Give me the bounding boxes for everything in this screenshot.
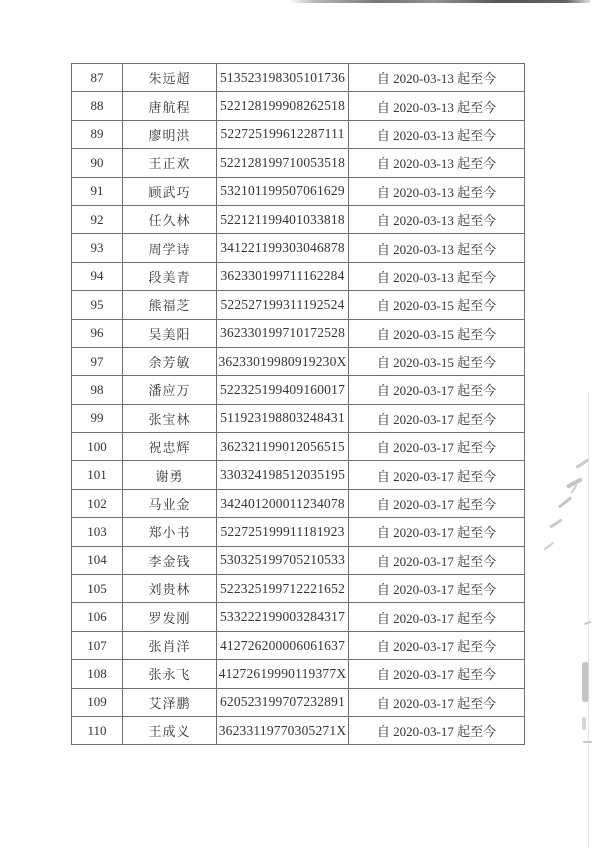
- validity-period-cell: 自 2020-03-17 起至今: [349, 575, 525, 603]
- person-name-cell: 李金钱: [123, 546, 217, 574]
- validity-period-cell: 自 2020-03-13 起至今: [349, 262, 525, 290]
- validity-period-cell: 自 2020-03-17 起至今: [349, 404, 525, 432]
- table-row: [72, 603, 525, 631]
- row-number-cell: 104: [72, 546, 123, 574]
- table-row: [72, 291, 525, 319]
- scan-edge-line: [290, 0, 590, 3]
- row-number-cell: 101: [72, 461, 123, 489]
- table-row: [72, 64, 525, 92]
- row-number-cell: 97: [72, 347, 123, 375]
- id-number-cell: 522128199710053518: [217, 149, 349, 177]
- id-number-cell: 530325199705210533: [217, 546, 349, 574]
- person-name-cell: 郑小书: [123, 518, 217, 546]
- id-number-cell: 511923198803248431: [217, 404, 349, 432]
- validity-period-cell: 自 2020-03-17 起至今: [349, 433, 525, 461]
- table-row: [72, 205, 525, 233]
- person-name-cell: 刘贵林: [123, 575, 217, 603]
- id-number-cell: 532101199507061629: [217, 177, 349, 205]
- table-row: [72, 347, 525, 375]
- id-number-cell: 330324198512035195: [217, 461, 349, 489]
- id-number-cell: 362330199711162284: [217, 262, 349, 290]
- id-number-cell: 620523199707232891: [217, 688, 349, 716]
- validity-period-cell: 自 2020-03-15 起至今: [349, 347, 525, 375]
- table-row: [72, 660, 525, 688]
- person-name-cell: 潘应万: [123, 376, 217, 404]
- validity-period-cell: 自 2020-03-13 起至今: [349, 205, 525, 233]
- scan-artifact-mark: [549, 518, 562, 528]
- person-name-cell: 谢勇: [123, 461, 217, 489]
- scan-artifact-mark: [582, 717, 586, 730]
- validity-period-cell: 自 2020-03-17 起至今: [349, 489, 525, 517]
- validity-period-cell: 自 2020-03-13 起至今: [349, 177, 525, 205]
- person-name-cell: 吴美阳: [123, 319, 217, 347]
- id-number-cell: 362330199710172528: [217, 319, 349, 347]
- person-name-cell: 王成义: [123, 716, 217, 744]
- validity-period-cell: 自 2020-03-13 起至今: [349, 120, 525, 148]
- validity-period-cell: 自 2020-03-15 起至今: [349, 291, 525, 319]
- validity-period-cell: 自 2020-03-17 起至今: [349, 631, 525, 659]
- table-row: [72, 376, 525, 404]
- table-row: [72, 149, 525, 177]
- table-row: [72, 631, 525, 659]
- validity-period-cell: 自 2020-03-17 起至今: [349, 518, 525, 546]
- person-name-cell: 艾泽鹏: [123, 688, 217, 716]
- validity-period-cell: 自 2020-03-17 起至今: [349, 603, 525, 631]
- id-number-cell: 36233019980919230X: [217, 347, 349, 375]
- id-number-cell: 412726200006061637: [217, 631, 349, 659]
- row-number-cell: 98: [72, 376, 123, 404]
- row-number-cell: 107: [72, 631, 123, 659]
- person-name-cell: 张永飞: [123, 660, 217, 688]
- id-number-cell: 522325199712221652: [217, 575, 349, 603]
- table-row: [72, 546, 525, 574]
- person-name-cell: 周学诗: [123, 234, 217, 262]
- table-row: [72, 319, 525, 347]
- person-name-cell: 余芳敏: [123, 347, 217, 375]
- id-number-cell: 522121199401033818: [217, 205, 349, 233]
- id-number-cell: 522725199911181923: [217, 518, 349, 546]
- table-row: [72, 177, 525, 205]
- validity-period-cell: 自 2020-03-17 起至今: [349, 376, 525, 404]
- id-number-cell: 522128199908262518: [217, 92, 349, 120]
- row-number-cell: 93: [72, 234, 123, 262]
- table-row: [72, 92, 525, 120]
- person-name-cell: 唐航程: [123, 92, 217, 120]
- validity-period-cell: 自 2020-03-17 起至今: [349, 660, 525, 688]
- scan-artifact-mark: [544, 542, 555, 551]
- id-number-cell: 522325199409160017: [217, 376, 349, 404]
- person-name-cell: 顾武巧: [123, 177, 217, 205]
- row-number-cell: 106: [72, 603, 123, 631]
- table-row: [72, 234, 525, 262]
- person-name-cell: 罗发刚: [123, 603, 217, 631]
- roster-table-body: [72, 64, 525, 745]
- id-number-cell: 362321199012056515: [217, 433, 349, 461]
- id-number-cell: 36233119770305271X: [217, 716, 349, 744]
- person-name-cell: 廖明洪: [123, 120, 217, 148]
- id-number-cell: 41272619990119377X: [217, 660, 349, 688]
- validity-period-cell: 自 2020-03-17 起至今: [349, 716, 525, 744]
- row-number-cell: 96: [72, 319, 123, 347]
- row-number-cell: 92: [72, 205, 123, 233]
- table-row: [72, 262, 525, 290]
- person-name-cell: 任久林: [123, 205, 217, 233]
- row-number-cell: 108: [72, 660, 123, 688]
- id-number-cell: 533222199003284317: [217, 603, 349, 631]
- row-number-cell: 89: [72, 120, 123, 148]
- validity-period-cell: 自 2020-03-15 起至今: [349, 319, 525, 347]
- row-number-cell: 88: [72, 92, 123, 120]
- person-name-cell: 张肖洋: [123, 631, 217, 659]
- person-name-cell: 朱远超: [123, 64, 217, 92]
- row-number-cell: 109: [72, 688, 123, 716]
- row-number-cell: 87: [72, 64, 123, 92]
- validity-period-cell: 自 2020-03-17 起至今: [349, 546, 525, 574]
- person-name-cell: 王正欢: [123, 149, 217, 177]
- validity-period-cell: 自 2020-03-13 起至今: [349, 64, 525, 92]
- person-name-cell: 张宝林: [123, 404, 217, 432]
- row-number-cell: 100: [72, 433, 123, 461]
- person-name-cell: 熊福芝: [123, 291, 217, 319]
- person-name-cell: 祝忠辉: [123, 433, 217, 461]
- row-number-cell: 99: [72, 404, 123, 432]
- table-row: [72, 518, 525, 546]
- row-number-cell: 110: [72, 716, 123, 744]
- row-number-cell: 103: [72, 518, 123, 546]
- id-number-cell: 341221199303046878: [217, 234, 349, 262]
- table-row: [72, 461, 525, 489]
- table-row: [72, 575, 525, 603]
- validity-period-cell: 自 2020-03-17 起至今: [349, 461, 525, 489]
- validity-period-cell: 自 2020-03-13 起至今: [349, 92, 525, 120]
- row-number-cell: 90: [72, 149, 123, 177]
- id-number-cell: 522527199311192524: [217, 291, 349, 319]
- validity-period-cell: 自 2020-03-17 起至今: [349, 688, 525, 716]
- person-name-cell: 马业金: [123, 489, 217, 517]
- table-row: [72, 716, 525, 744]
- row-number-cell: 91: [72, 177, 123, 205]
- table-row: [72, 120, 525, 148]
- validity-period-cell: 自 2020-03-13 起至今: [349, 149, 525, 177]
- scan-artifact-mark: [558, 496, 572, 508]
- validity-period-cell: 自 2020-03-13 起至今: [349, 234, 525, 262]
- id-number-cell: 513523198305101736: [217, 64, 349, 92]
- table-row: [72, 404, 525, 432]
- scan-edge-vertical-line: [588, 392, 589, 848]
- id-number-cell: 342401200011234078: [217, 489, 349, 517]
- table-row: [72, 688, 525, 716]
- row-number-cell: 102: [72, 489, 123, 517]
- row-number-cell: 105: [72, 575, 123, 603]
- table-row: [72, 489, 525, 517]
- personnel-roster-table: [71, 63, 525, 745]
- person-name-cell: 段美青: [123, 262, 217, 290]
- id-number-cell: 522725199612287111: [217, 120, 349, 148]
- row-number-cell: 94: [72, 262, 123, 290]
- row-number-cell: 95: [72, 291, 123, 319]
- table-row: [72, 433, 525, 461]
